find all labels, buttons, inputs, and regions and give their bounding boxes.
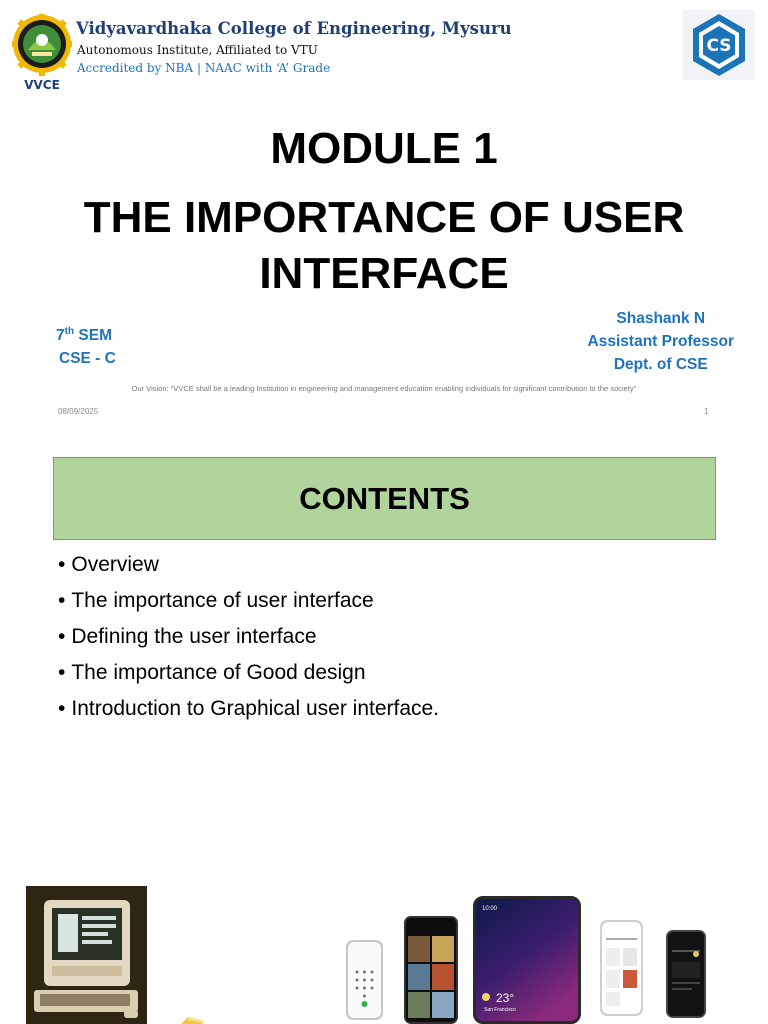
dark-screen-icon xyxy=(668,932,704,1016)
phone-notes xyxy=(600,920,643,1016)
author-info xyxy=(588,307,734,376)
vintage-computer-image xyxy=(26,886,147,1024)
semester-info xyxy=(56,320,116,370)
slide-title: THE IMPORTANCE OF USER INTERFACE xyxy=(83,193,685,298)
notes-screen-icon xyxy=(602,922,641,1014)
list-item: • Defining the user interface xyxy=(58,622,439,658)
vintage-computer-icon xyxy=(26,886,147,1024)
gallery-screen-icon xyxy=(406,918,456,1022)
contents-list xyxy=(58,550,439,730)
vision-statement: Our Vision: "VVCE shall be a leading Institution in engineering and management education enabling individuals for significant contribution to the society" xyxy=(131,384,637,393)
dialer-screen-icon xyxy=(348,942,381,1018)
list-item: • Introduction to Graphical user interface. xyxy=(58,694,439,730)
institution-name: Vidyavardhaka College of Engineering, Mysuru xyxy=(76,19,512,38)
list-item: • The importance of Good design xyxy=(58,658,439,694)
slide-page-number: 1 xyxy=(704,407,709,416)
phone-home-screen xyxy=(473,896,581,1024)
author-department: Dept. of CSE xyxy=(613,356,708,373)
college-logo-text: VVCE xyxy=(24,78,60,92)
department-logo xyxy=(683,10,755,80)
home-screen-icon xyxy=(476,899,578,1021)
contents-heading: CONTENTS xyxy=(299,480,470,516)
cs-hexagon-icon xyxy=(683,10,755,80)
semester-line xyxy=(56,320,116,347)
contents-slide xyxy=(0,430,768,1024)
slide-date: 08/09/2025 xyxy=(58,407,99,416)
semester-label: SEM xyxy=(78,327,112,345)
section-label: CSE - C xyxy=(59,350,116,368)
module-title: MODULE 1 xyxy=(270,124,498,173)
semester-suffix: th xyxy=(64,326,75,337)
semester-number: 7 xyxy=(56,327,65,345)
college-logo-icon xyxy=(12,14,72,92)
institution-accreditation: Accredited by NBA | NAAC with ‘A’ Grade xyxy=(77,61,331,75)
phone-dialer xyxy=(346,940,383,1020)
institution-affiliation: Autonomous Institute, Affiliated to VTU xyxy=(77,43,318,57)
title-slide xyxy=(0,0,768,430)
status-time: 10:00 xyxy=(482,906,498,912)
cs-logo-text: CS xyxy=(706,36,732,56)
list-item: • Overview xyxy=(58,550,439,586)
contents-banner xyxy=(53,457,716,540)
phone-gallery xyxy=(404,916,458,1024)
author-designation: Assistant Professor xyxy=(587,333,734,350)
weather-city: San Francisco xyxy=(484,1007,516,1013)
author-name: Shashank N xyxy=(616,310,706,327)
list-item: • The importance of user interface xyxy=(58,586,439,622)
phone-dark-mode xyxy=(666,930,706,1018)
mouse-icon xyxy=(176,1015,206,1024)
weather-temperature: 23° xyxy=(496,991,515,1005)
